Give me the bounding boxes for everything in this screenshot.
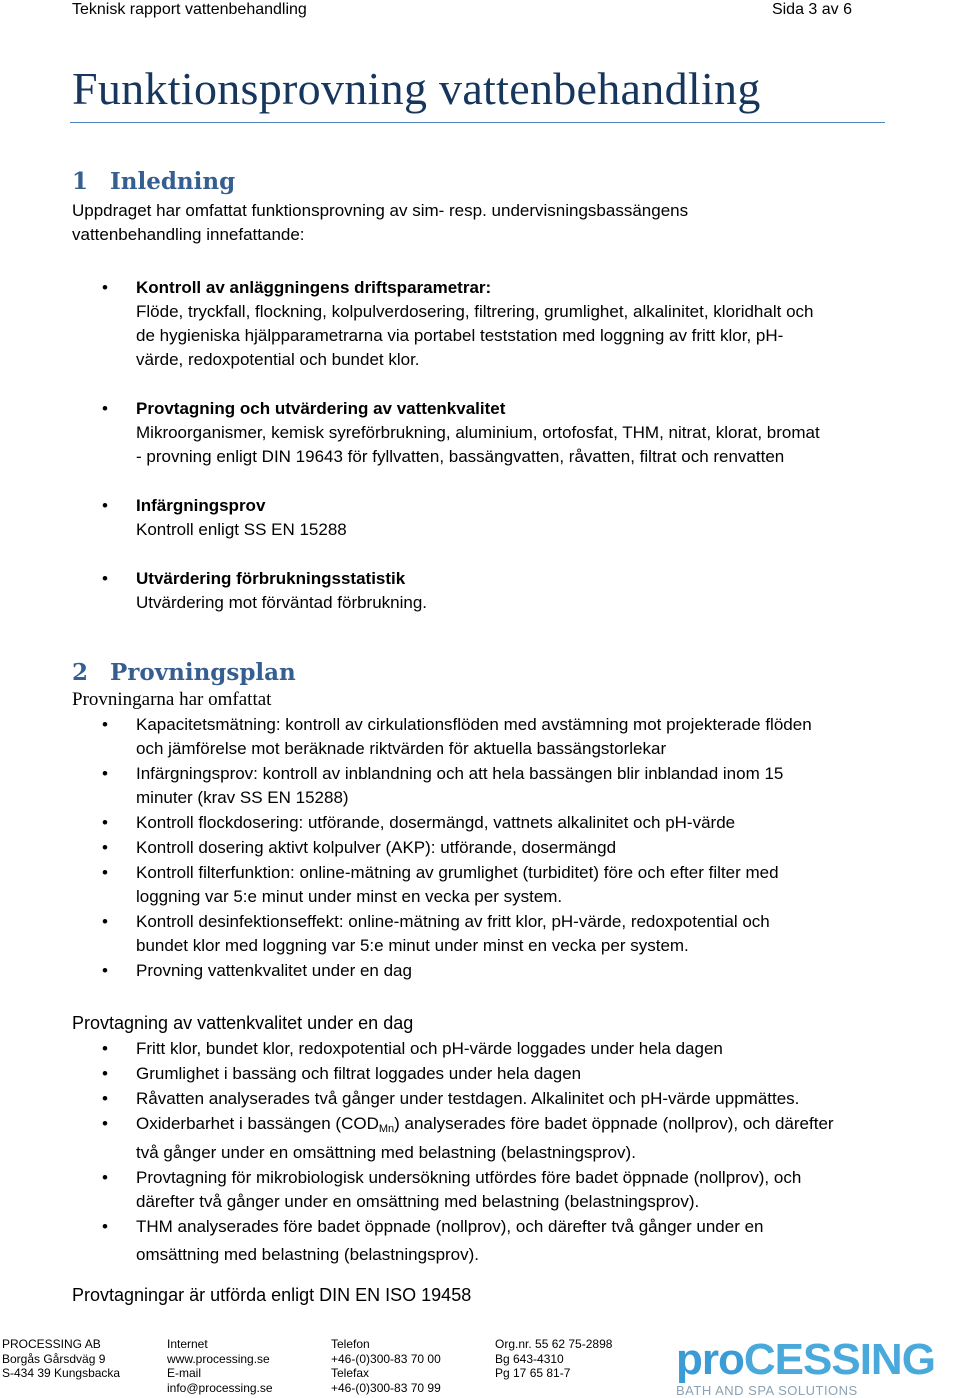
list-item bbox=[0, 811, 960, 835]
logo-tagline: BATH AND SPA SOLUTIONS bbox=[676, 1383, 858, 1398]
list-item-line: Mikroorganismer, kemisk syreförbrukning, aluminium, ortofosfat, THM, nitrat, klorat, bromat bbox=[136, 423, 820, 442]
section-1-heading bbox=[72, 168, 235, 195]
list-item-line: loggning var 5:e minut under minst en vecka per system. bbox=[136, 887, 563, 906]
bullet-icon: • bbox=[102, 1089, 108, 1108]
list-item-line: två gånger under en omsättning med belastning (belastningsprov). bbox=[136, 1143, 636, 1162]
bullet-icon: • bbox=[102, 912, 108, 931]
list-item-line: omsättning med belastning (belastningsprov). bbox=[136, 1245, 480, 1264]
section-2-heading bbox=[72, 659, 296, 686]
section-2-title: Provningsplan bbox=[110, 659, 296, 686]
list-item-title: Infärgningsprov bbox=[136, 496, 266, 515]
footer-internet-label: Internet bbox=[167, 1337, 208, 1351]
list-item-line: Kontroll dosering aktivt kolpulver (AKP): utförande, dosermängd bbox=[136, 838, 617, 857]
list-item bbox=[0, 861, 960, 909]
list-item bbox=[0, 1112, 960, 1165]
list-item bbox=[0, 397, 960, 469]
footer-fax-label: Telefax bbox=[331, 1366, 370, 1380]
section-2-intro: Provningarna har omfattat bbox=[72, 689, 272, 710]
intro-line: vattenbehandling innefattande: bbox=[72, 225, 305, 244]
list-item-line: THM analyserades före badet öppnade (nollprov), och därefter två gånger under en bbox=[136, 1217, 764, 1236]
bullet-icon: • bbox=[102, 1064, 108, 1083]
bullet-icon: • bbox=[102, 1217, 108, 1236]
footer-phone bbox=[331, 1337, 441, 1395]
bullet-icon: • bbox=[102, 399, 108, 418]
list-item-line: Provtagning för mikrobiologisk undersökning utfördes före badet öppnade (nollprov), och bbox=[136, 1168, 802, 1187]
bullet-icon: • bbox=[102, 715, 108, 734]
footer-email-link[interactable]: info@processing.se bbox=[167, 1380, 273, 1395]
logo-wordmark-pro: pro bbox=[676, 1335, 744, 1384]
list-item bbox=[0, 836, 960, 860]
footer-org bbox=[495, 1337, 612, 1381]
section-1-list bbox=[0, 494, 960, 542]
list-item-line: - provning enligt DIN 19643 för fyllvatten, bassängvatten, råvatten, filtrat och renvatten bbox=[136, 447, 785, 466]
footer-company bbox=[2, 1337, 120, 1381]
list-item-line: Kontroll filterfunktion: online-mätning av grumlighet (turbiditet) före och efter filter med bbox=[136, 863, 779, 882]
page-title: Funktionsprovning vattenbehandling bbox=[72, 63, 761, 114]
list-item-line: de hygieniska hjälpparametrarna via portabel teststation med loggning av fritt klor, pH- bbox=[136, 326, 784, 345]
list-item bbox=[0, 713, 960, 761]
bullet-icon: • bbox=[102, 838, 108, 857]
list-item-line: Kontroll flockdosering: utförande, dosermängd, vattnets alkalinitet och pH-värde bbox=[136, 813, 736, 832]
section-1-list bbox=[0, 567, 960, 615]
list-item bbox=[0, 910, 960, 958]
title-underline bbox=[70, 122, 885, 123]
list-item bbox=[0, 1037, 960, 1061]
section-2-number: 2 bbox=[72, 659, 89, 686]
footer-address-street: Borgås Gårsdväg 9 bbox=[2, 1351, 106, 1366]
list-item bbox=[0, 1215, 960, 1267]
list-item-line: Provning vattenkvalitet under en dag bbox=[136, 961, 412, 980]
footer-phone-number: +46-(0)300-83 70 00 bbox=[331, 1351, 441, 1366]
footer-org-number: Org.nr. 55 62 75-2898 bbox=[495, 1337, 613, 1351]
list-item-title: Utvärdering förbrukningsstatistik bbox=[136, 569, 406, 588]
list-item-line: Grumlighet i bassäng och filtrat loggades under hela dagen bbox=[136, 1064, 582, 1083]
list-item-line: och jämförelse mot beräknade riktvärden för aktuella bassängstorlekar bbox=[136, 739, 667, 758]
intro-line: Uppdraget har omfattat funktionsprovning av sim- resp. undervisningsbassängens bbox=[72, 201, 689, 220]
list-item bbox=[0, 1166, 960, 1214]
footer-plusgiro: Pg 17 65 81-7 bbox=[495, 1366, 571, 1380]
footer-phone-label: Telefon bbox=[331, 1337, 370, 1351]
oxid-text-before: Oxiderbarhet i bassängen (COD bbox=[136, 1114, 379, 1133]
bullet-icon: • bbox=[102, 1039, 108, 1058]
logo-wordmark bbox=[676, 1335, 958, 1384]
list-item-line: Infärgningsprov: kontroll av inblandning och att hela bassängen blir inblandad inom 15 bbox=[136, 764, 784, 783]
list-item-title: Provtagning och utvärdering av vattenkvalitet bbox=[136, 399, 506, 418]
list-item bbox=[0, 762, 960, 810]
bullet-icon: • bbox=[102, 496, 108, 515]
footer-website-link[interactable]: www.processing.se bbox=[167, 1351, 270, 1366]
list-item-line: Utvärdering mot förväntad förbrukning. bbox=[136, 593, 428, 612]
list-item-line: Råvatten analyserades två gånger under testdagen. Alkalinitet och pH-värde uppmättes. bbox=[136, 1089, 800, 1108]
sampling-list bbox=[0, 1037, 960, 1267]
bullet-icon: • bbox=[102, 569, 108, 588]
oxid-subscript: Mn bbox=[378, 1123, 395, 1135]
list-item-line: därefter två gånger under en omsättning med belastning (belastningsprov). bbox=[136, 1192, 700, 1211]
list-item bbox=[0, 567, 960, 615]
list-item bbox=[0, 1062, 960, 1086]
list-item-line: Fritt klor, bundet klor, redoxpotential och pH-värde loggades under hela dagen bbox=[136, 1039, 723, 1058]
logo-wordmark-rest: CESSING bbox=[743, 1335, 935, 1384]
list-item bbox=[0, 1087, 960, 1111]
company-logo bbox=[676, 1335, 958, 1398]
header-page-number: Sida 3 av 6 bbox=[771, 1, 852, 18]
list-item-line: Kapacitetsmätning: kontroll av cirkulationsflöden med avstämning mot projekterade flöden bbox=[136, 715, 812, 734]
section-1-list bbox=[0, 276, 960, 372]
footer-company-name: PROCESSING AB bbox=[2, 1337, 101, 1351]
list-item-title: Kontroll av anläggningens driftsparametrar: bbox=[136, 278, 492, 297]
bullet-icon: • bbox=[102, 1114, 108, 1133]
bullet-icon: • bbox=[102, 863, 108, 882]
oxid-text-after: ) analyserades före badet öppnade (nollprov), och därefter bbox=[394, 1114, 834, 1133]
list-item-line: bundet klor med loggning var 5:e minut under minst en vecka per system. bbox=[136, 936, 689, 955]
sampling-heading: Provtagning av vattenkvalitet under en dag bbox=[72, 1013, 414, 1033]
bullet-icon: • bbox=[102, 1168, 108, 1187]
list-item-line: minuter (krav SS EN 15288) bbox=[136, 788, 349, 807]
bullet-icon: • bbox=[102, 278, 108, 297]
footer-email-label: E-mail bbox=[167, 1366, 202, 1380]
bullet-icon: • bbox=[102, 764, 108, 783]
list-item-line: Kontroll desinfektionseffekt: online-mätning av fritt klor, pH-värde, redoxpotential och bbox=[136, 912, 770, 931]
header-document-title: Teknisk rapport vattenbehandling bbox=[72, 1, 307, 18]
footer-bankgiro: Bg 643-4310 bbox=[495, 1351, 564, 1366]
list-item bbox=[0, 276, 960, 372]
bullet-icon: • bbox=[102, 961, 108, 980]
footer-fax-number: +46-(0)300-83 70 99 bbox=[331, 1380, 441, 1395]
sampling-conclusion: Provtagningar är utförda enligt DIN EN ISO 19458 bbox=[72, 1285, 472, 1305]
list-item-line: Kontroll enligt SS EN 15288 bbox=[136, 520, 347, 539]
list-item-line: Flöde, tryckfall, flockning, kolpulverdosering, filtrering, grumlighet, alkalinitet, kloridhalt och bbox=[136, 302, 814, 321]
section-1-title: Inledning bbox=[110, 168, 236, 195]
footer-web bbox=[167, 1337, 273, 1395]
section-1-list bbox=[0, 397, 960, 469]
list-item bbox=[0, 494, 960, 542]
footer-address-city: S-434 39 Kungsbacka bbox=[2, 1366, 121, 1380]
list-item-line: värde, redoxpotential och bundet klor. bbox=[136, 350, 420, 369]
bullet-icon: • bbox=[102, 813, 108, 832]
list-item-line bbox=[136, 1112, 960, 1141]
section-2-list bbox=[0, 713, 960, 983]
section-1-number: 1 bbox=[72, 168, 89, 195]
section-1-intro bbox=[72, 199, 688, 247]
list-item bbox=[0, 959, 960, 983]
